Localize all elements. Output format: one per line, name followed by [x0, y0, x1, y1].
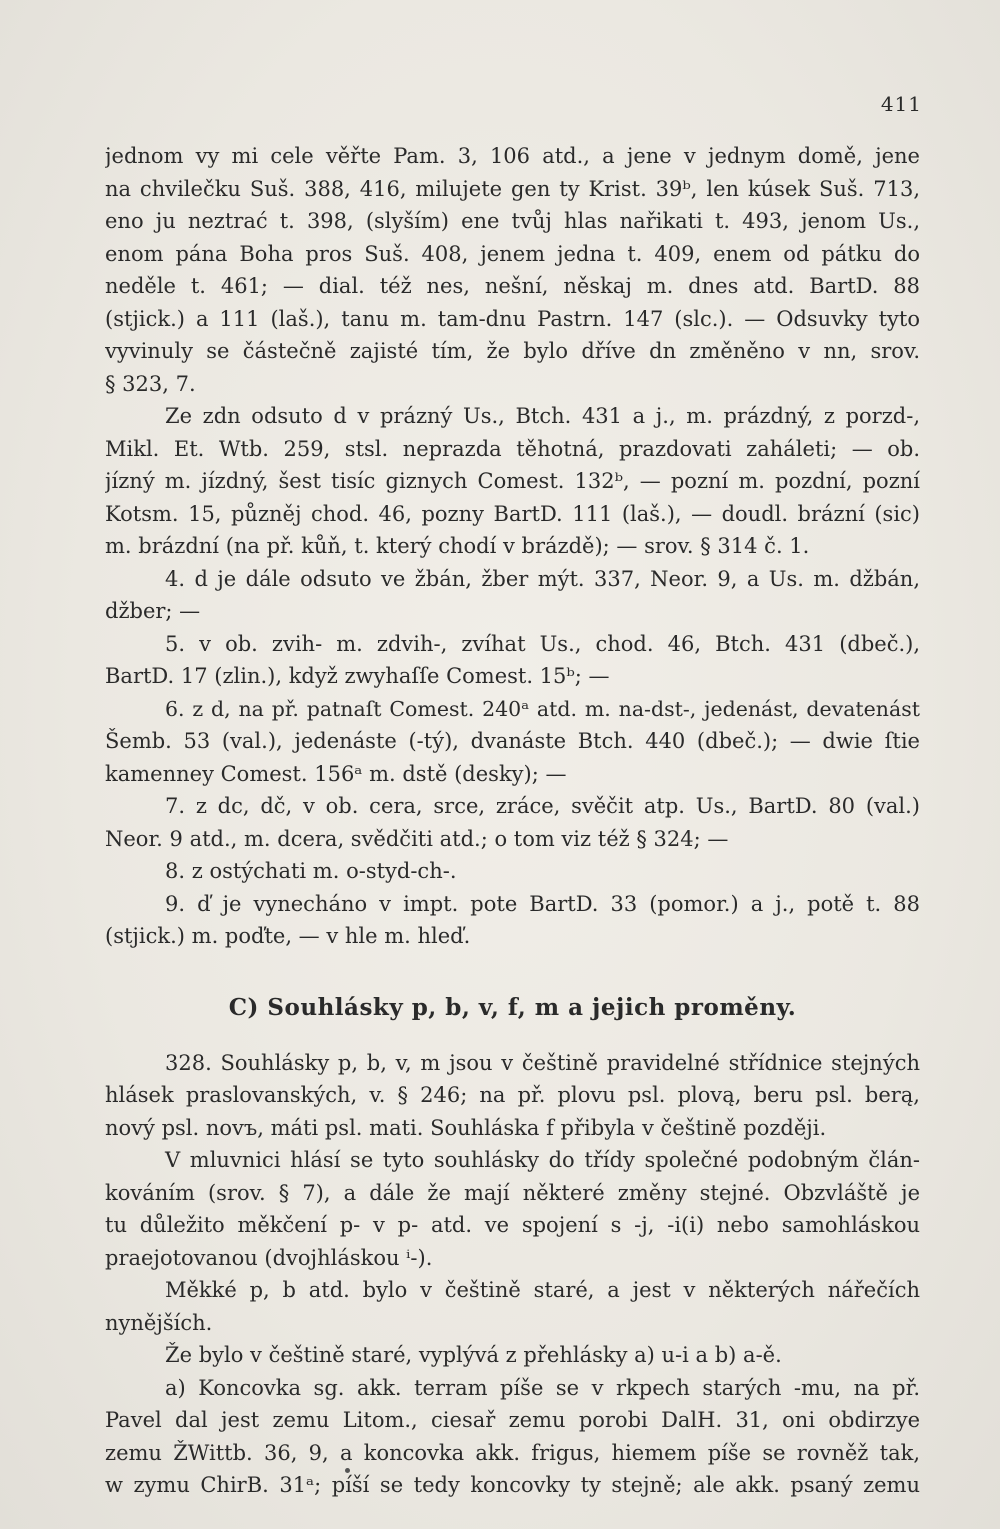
text-line: 4. d je dále odsuto ve žbán, žber mýt. 337, Neor. 9, a Us. m. džbán, [165, 566, 920, 591]
text-line: Měkké p, b atd. bylo v češtině staré, a jest v některých nářečích [165, 1278, 920, 1302]
text-line: Šemb. 53 (val.), jedenáste (-tý), dvanáste Btch. 440 (dbeč.); — dwie ſtie [105, 729, 920, 753]
text-line: nynějších. [105, 1310, 213, 1335]
text-line: eno ju neztrać t. 398, (slyším) ene tvůj hlas nařikati t. 493, jenom Us., [105, 209, 920, 233]
text-line: neděle t. 461; — dial. též nes, nešní, něskaj m. dnes atd. BartD. 88 [105, 274, 920, 298]
text-line: džber; — [105, 599, 201, 623]
page-body [105, 140, 920, 1502]
text-line: V mluvnici hlásí se tyto souhlásky do třídy společné podobným člán- [165, 1148, 920, 1172]
text-line: na chvilečku Suš. 388, 416, milujete gen ty Krist. 39ᵇ, len kúsek Suš. 713, [105, 176, 920, 201]
text-line: (stjick.) m. poďte, — v hle m. hleď. [105, 924, 471, 948]
text-line: 5. v ob. zvih- m. zdvih-, zvíhat Us., chod. 46, Btch. 431 (dbeč.), [165, 631, 920, 656]
text-line: vyvinuly se částečně zajisté tím, že bylo dříve dn změněno v nn, srov. [105, 339, 920, 363]
text-line: a) Koncovka sg. akk. terram píše se v rkpech starých -mu, na př. [165, 1375, 920, 1400]
text-line: enom pána Boha pros Suš. 408, jenem jedna t. 409, enem od pátku do [105, 241, 920, 266]
text-line: 8. z ostýchati m. o-styd-ch-. [165, 859, 457, 883]
text-line: Neor. 9 atd., m. dcera, svědčiti atd.; o tom viz též § 324; — [105, 826, 729, 851]
text-line: m. brázdní (na př. kůň, t. který chodí v brázdě); — srov. § 314 č. 1. [105, 534, 810, 558]
text-line: kamenney Comest. 156ᵃ m. dstě (desky); — [105, 761, 567, 786]
text-line: tu důležito měkčení p- v p- atd. ve spojení s -j, -i(i) nebo samohláskou [105, 1213, 920, 1237]
text-line: (stjick.) a 111 (laš.), tanu m. tam-dnu Pastrn. 147 (slc.). — Odsuvky tyto [105, 306, 920, 331]
section-heading: C) Souhlásky p, b, v, f, m a jejich proměny. [228, 993, 797, 1021]
text-line: nový psl. novъ, máti psl. mati. Souhláska f přibyla v češtině později. [105, 1115, 827, 1140]
text-line: kováním (srov. § 7), a dále že mají některé změny stejné. Obzvláště je [105, 1180, 920, 1205]
text-line: zemu ŽWittb. 36, 9, a koncovka akk. frigus, hiemem píše se rovněž tak, [105, 1440, 920, 1465]
text-line: BartD. 17 (zlin.), když zwyhaſſe Comest. 15ᵇ; — [105, 664, 610, 688]
text-line: Mikl. Et. Wtb. 259, stsl. neprazda těhotná, prazdovati zaháleti; — ob. [105, 436, 920, 461]
text-line: Kotsm. 15, půzněj chod. 46, pozny BartD. 111 (laš.), — doudl. brázní (sic) [105, 501, 920, 526]
text-line: 6. z d, na př. patnaſt Comest. 240ᵃ atd. m. na-dst-, jedenást, devatenást [165, 696, 920, 721]
text-line: 7. z dc, dč, v ob. cera, srce, zráce, svěčit atp. Us., BartD. 80 (val.) [165, 794, 920, 818]
text-line: jednom vy mi cele věřte Pam. 3, 106 atd., a jene v jednym domě, jene [105, 144, 920, 168]
text-line: jízný m. jízdný, šest tisíc giznych Comest. 132ᵇ, — pozní m. pozdní, pozní [105, 469, 920, 493]
text-line: Že bylo v češtině staré, vyplývá z přehlásky a) u-i a b) a-ě. [165, 1343, 782, 1367]
page-number: 411 [880, 92, 922, 116]
text-line: 9. ď je vynecháno v impt. pote BartD. 33 (pomor.) a j., potě t. 88 [165, 891, 920, 916]
text-line: 328. Souhlásky p, b, v, m jsou v češtině pravidelné střídnice stejných [165, 1050, 920, 1075]
text-line: Pavel dal jest zemu Litom., ciesař zemu porobi DalH. 31, oni obdirzye [105, 1408, 920, 1432]
text-line: Ze zdn odsuto d v prázný Us., Btch. 431 a j., m. prázdný, z porzd-, [165, 404, 920, 428]
text-line: praejotovanou (dvojhláskou ⁱ-). [105, 1245, 433, 1270]
text-line: hlásek praslovanských, v. § 246; na př. plovu psl. plovą, beru psl. berą, [105, 1083, 920, 1107]
text-line: § 323, 7. [105, 371, 196, 396]
text-line: w zymu ChirB. 31ᵃ; píší se tedy koncovky ty stejně; ale akk. psaný zemu [105, 1473, 920, 1497]
ink-speck [345, 1468, 350, 1473]
